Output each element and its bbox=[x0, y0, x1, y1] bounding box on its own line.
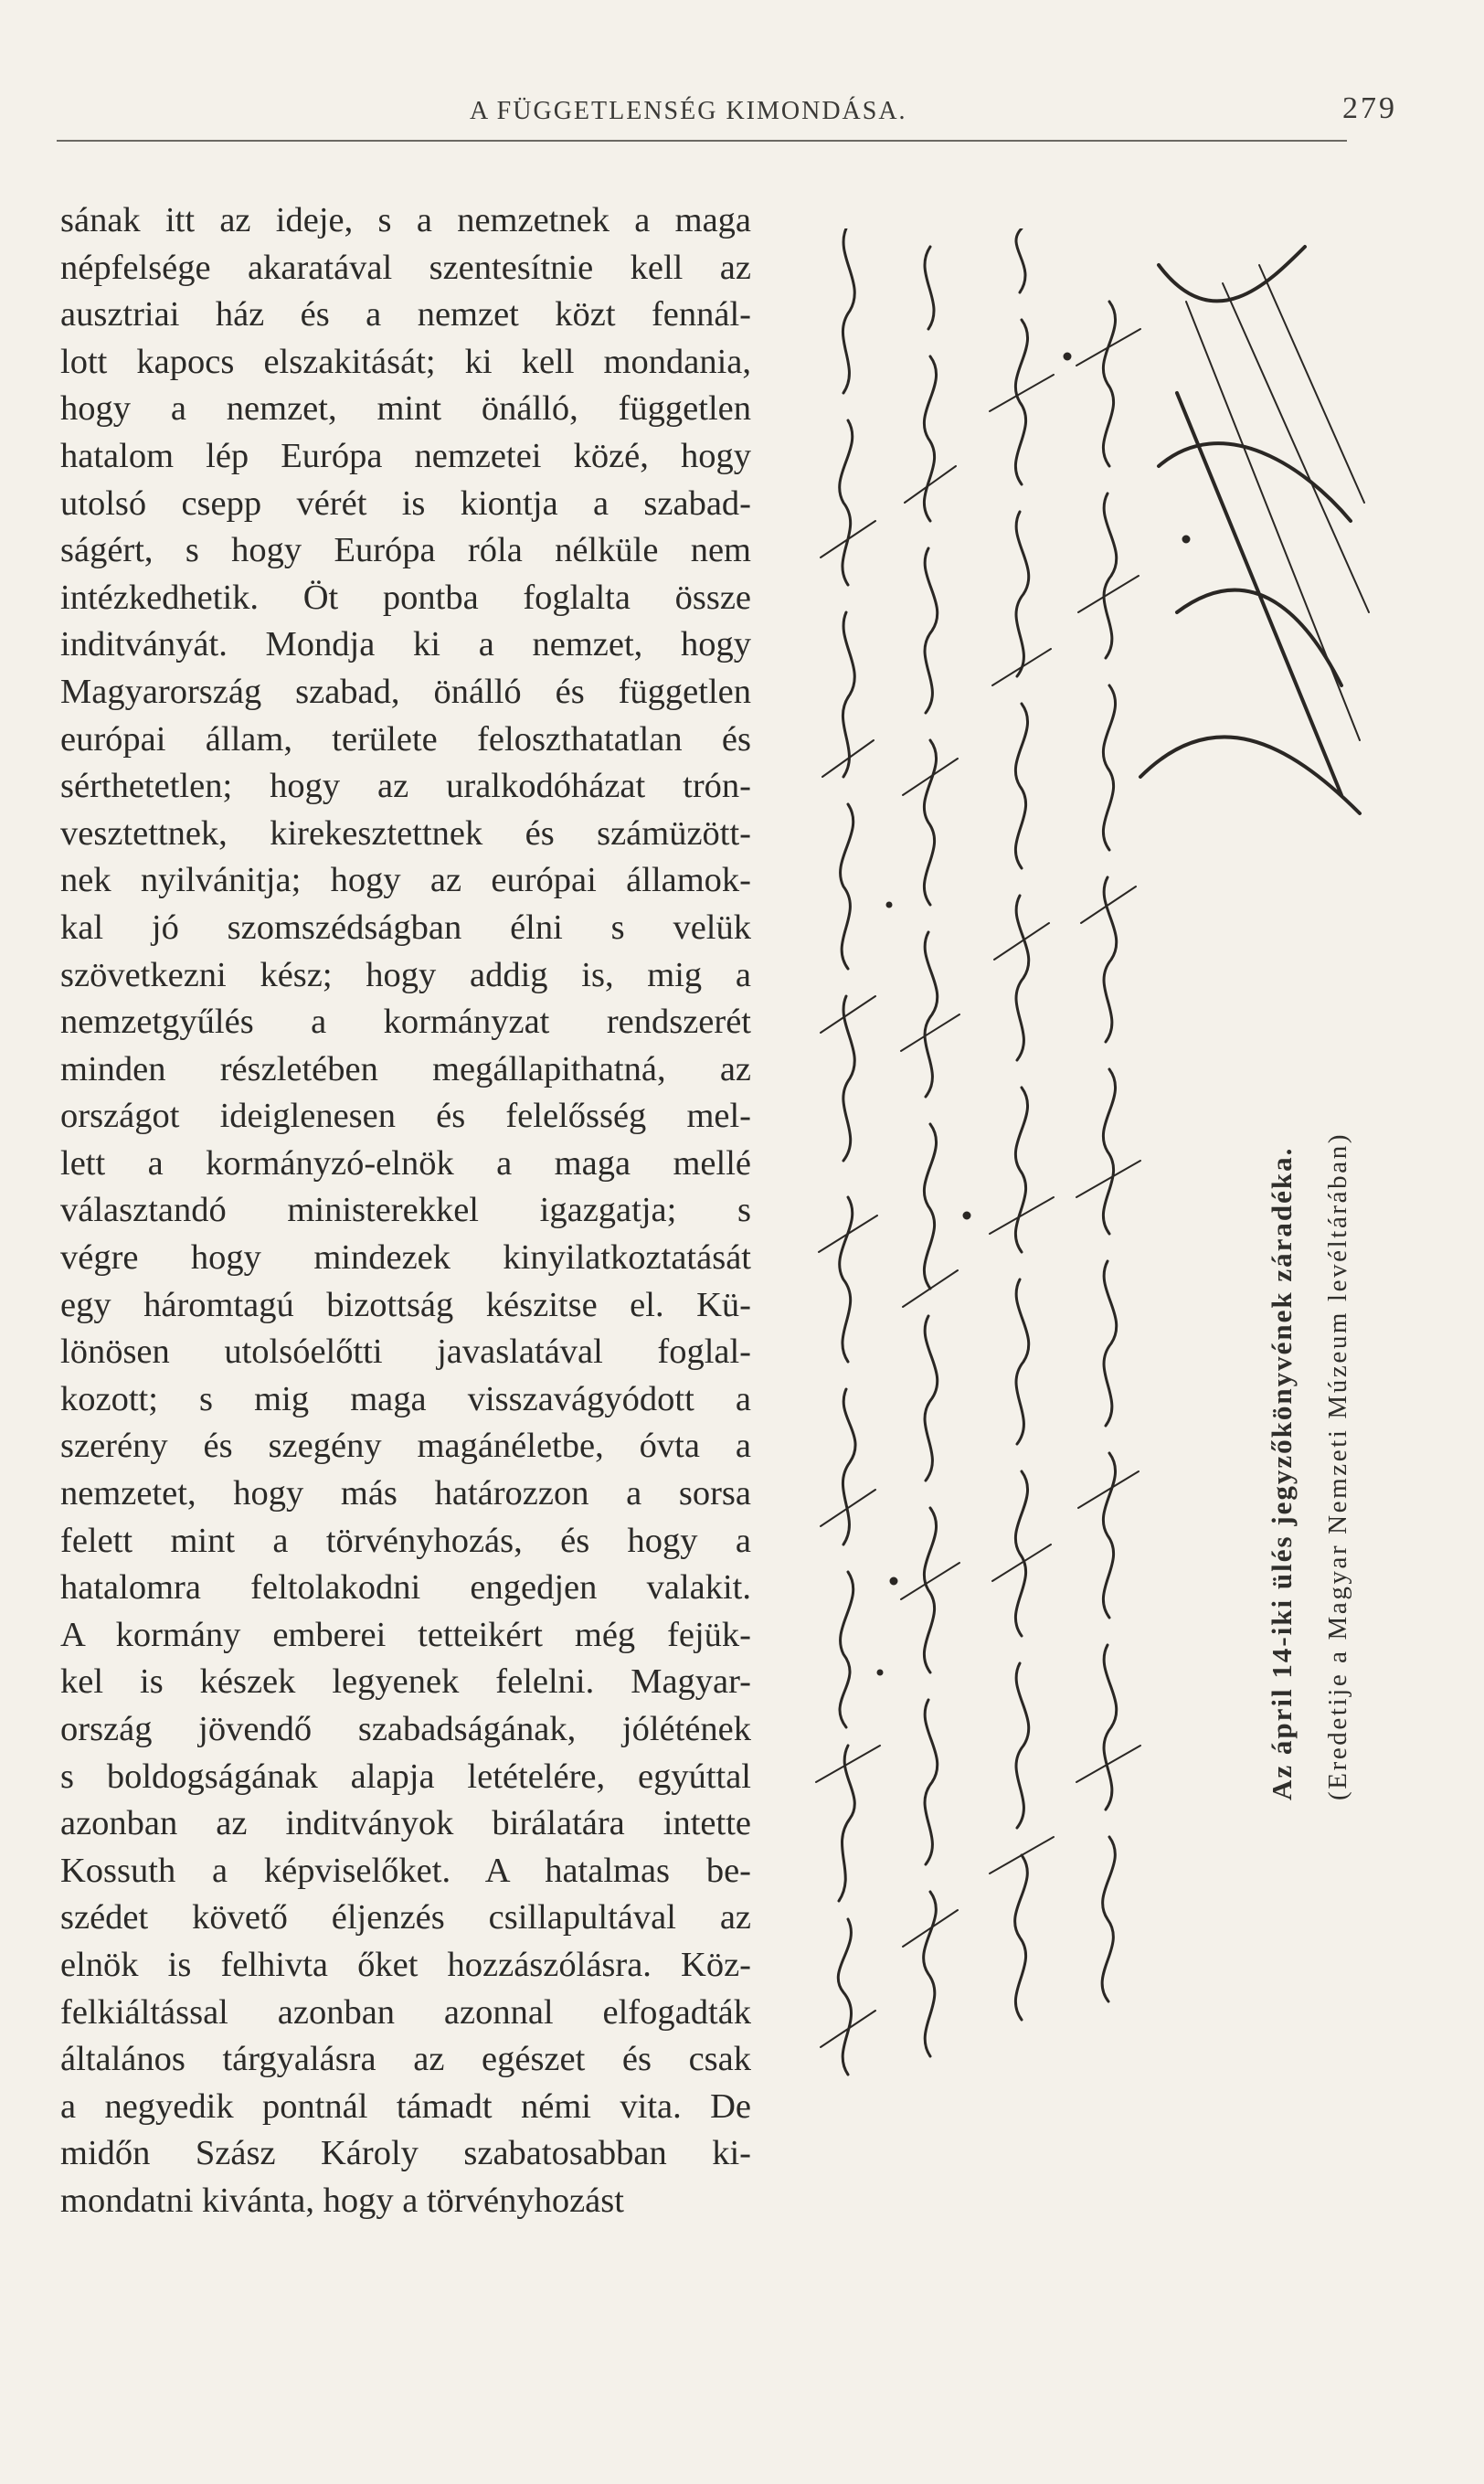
body-text-line: nemzetgyűlés a kormányzat rendszerét bbox=[60, 1003, 751, 1042]
body-text-line: felett mint a törvényhozás, és hogy a bbox=[60, 1521, 751, 1560]
body-text-line: kel is készek legyenek felelni. Magyar- bbox=[60, 1662, 751, 1702]
body-text-line: európai állam, területe feloszthatatlan és bbox=[60, 719, 751, 759]
body-text-line: hatalomra feltolakodni engedjen valakit. bbox=[60, 1568, 751, 1608]
body-text-line: szövetkezni kész; hogy addig is, mig a bbox=[60, 955, 751, 994]
page-number: 279 bbox=[1342, 91, 1397, 125]
body-text-line: országot ideiglenesen és felelősség mel- bbox=[60, 1097, 751, 1136]
caption-line-1: Az ápril 14-iki ülés jegyzőkönyvének záradéka. bbox=[1266, 1146, 1298, 1800]
body-text-line: általános tárgyalásra az egészet és csak bbox=[60, 2040, 751, 2079]
body-text-line: sának itt az ideje, s a nemzetnek a maga bbox=[60, 201, 751, 239]
body-text-line: egy háromtagú bizottság készitse el. Kü- bbox=[60, 1285, 751, 1324]
body-text-line: választandó ministerekkel igazgatja; s bbox=[60, 1191, 751, 1230]
running-head: A FÜGGETLENSÉG KIMONDÁSA. bbox=[470, 97, 907, 125]
body-text-line: ausztriai ház és a nemzet közt fennál- bbox=[60, 295, 751, 334]
body-text-column bbox=[60, 197, 751, 2225]
body-text-line: népfelsége akaratával szentesítnie kell az bbox=[60, 248, 751, 287]
body-text-line: s boldogságának alapja letételére, egyúttal bbox=[60, 1757, 751, 1796]
body-text-line: hogy a nemzet, mint önálló, független bbox=[60, 389, 751, 429]
body-text-line: ország jövendő szabadságának, jólétének bbox=[60, 1710, 751, 1748]
body-text-line: A kormány emberei tetteikért még fejük- bbox=[60, 1615, 751, 1654]
body-text-line: midőn Szász Károly szabatosabban ki- bbox=[60, 2134, 751, 2173]
body-text-line: végre hogy mindezek kinyilatkoztatását bbox=[60, 1238, 751, 1278]
body-text-line: hatalom lép Európa nemzetei közé, hogy bbox=[60, 436, 751, 475]
body-text-line: lett a kormányzó-elnök a maga mellé bbox=[60, 1143, 751, 1183]
caption-line-2: (Eredetije a Magyar Nemzeti Múzeum levéltárában) bbox=[1323, 1131, 1352, 1800]
body-text-line: inditványát. Mondja ki a nemzet, hogy bbox=[60, 625, 751, 664]
page-header bbox=[57, 90, 1397, 144]
body-text-line: Magyarország szabad, önálló és független bbox=[60, 672, 751, 711]
body-text-line: vesztettnek, kirekesztettnek és számüzött- bbox=[60, 813, 751, 853]
body-text-line: mondatni kivánta, hogy a törvényhozást bbox=[60, 2181, 624, 2220]
body-text-line: azonban az inditványok birálatára intette bbox=[60, 1804, 751, 1843]
body-text-line: minden részletében megállapithatná, az bbox=[60, 1049, 751, 1088]
body-text-line: felkiáltással azonban azonnal elfogadták bbox=[60, 1992, 751, 2032]
header-rule bbox=[57, 140, 1347, 142]
body-text-line: kal jó szomszédságban élni s velük bbox=[60, 908, 751, 947]
body-text-line: sérthetetlen; hogy az uralkodóházat trón- bbox=[60, 767, 751, 806]
body-text-line: intézkedhetik. Öt pontba foglalta össze bbox=[60, 578, 751, 617]
body-text-line: lott kapocs elszakitását; ki kell mondania, bbox=[60, 342, 751, 381]
body-text-line: szerény és szegény magánéletbe, óvta a bbox=[60, 1427, 751, 1466]
body-text-line: utolsó csepp vérét is kiontja a szabad- bbox=[60, 483, 751, 523]
body-text-line: elnök is felhivta őket hozzászólásra. Köz- bbox=[60, 1945, 751, 1984]
body-text-line: kozott; s mig maga visszavágyódott a bbox=[60, 1379, 751, 1418]
body-text-line: ságért, s hogy Európa róla nélküle nem bbox=[60, 531, 751, 570]
body-text-line: szédet követő éljenzés csillapultával az bbox=[60, 1898, 751, 1937]
body-text-line: a negyedik pontnál támadt némi vita. De bbox=[60, 2086, 751, 2126]
body-text-line: Kossuth a képviselőket. A hatalmas be- bbox=[60, 1851, 751, 1890]
body-text-line: lönösen utolsóelőtti javaslatával foglal- bbox=[60, 1332, 751, 1372]
body-text-line: nemzetet, hogy más határozzon a sorsa bbox=[60, 1474, 751, 1513]
body-text-line: nek nyilvánitja; hogy az európai államok- bbox=[60, 861, 751, 900]
